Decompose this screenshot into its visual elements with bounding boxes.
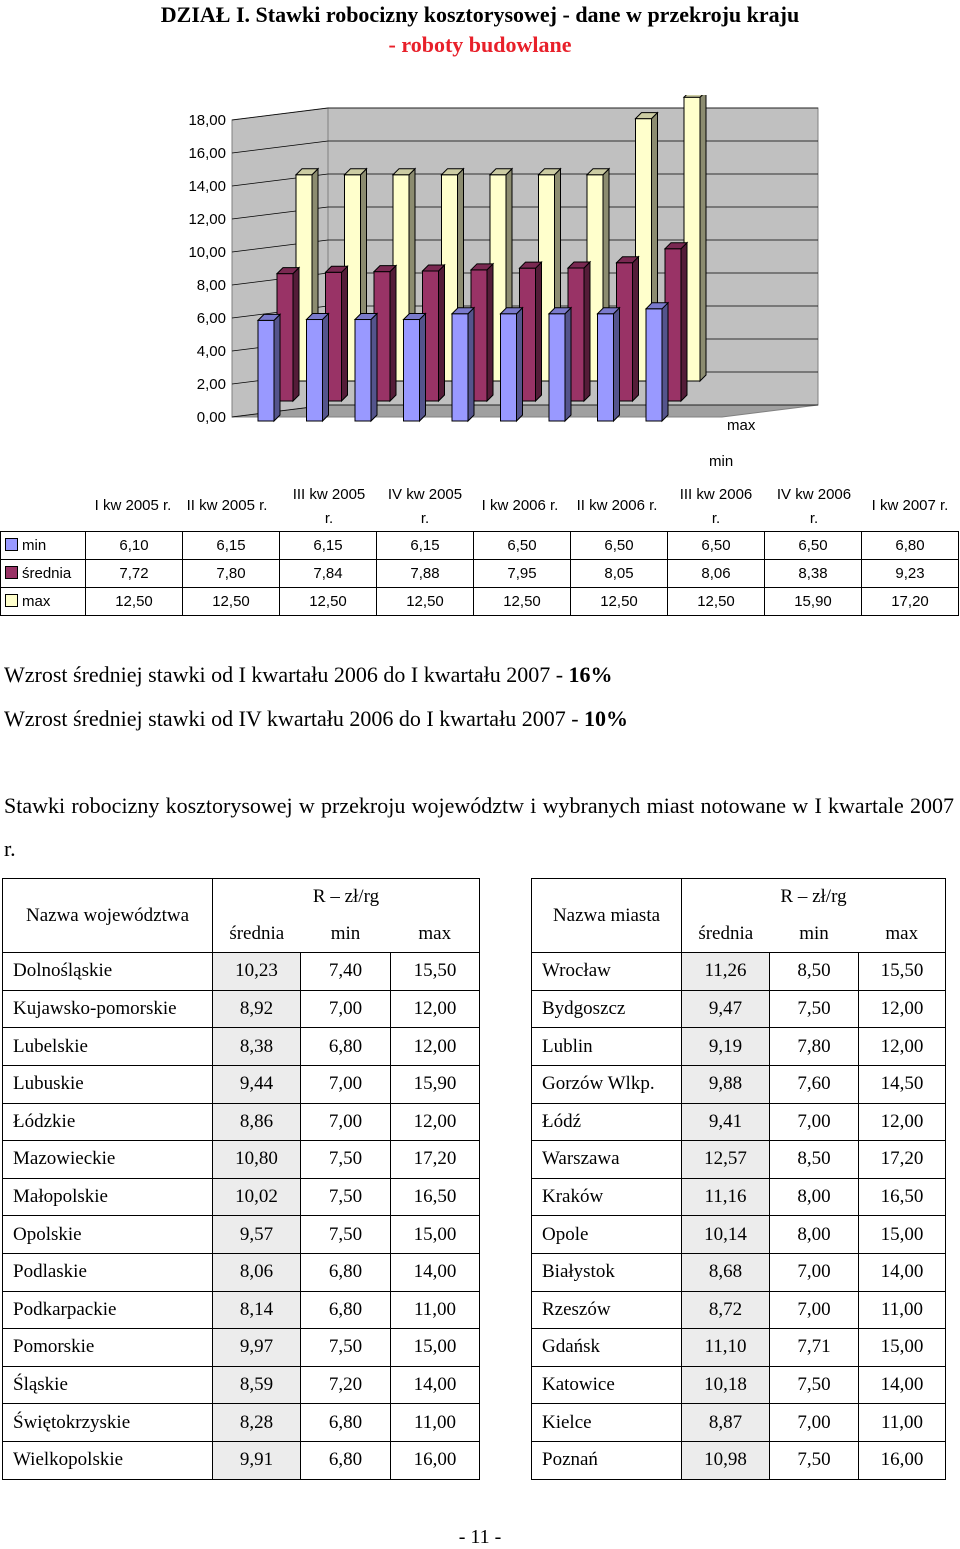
srednia-bar-side bbox=[439, 265, 445, 401]
table-row bbox=[3, 990, 480, 1028]
rate-cell: 15,00 bbox=[859, 1216, 946, 1254]
table-row bbox=[3, 1366, 480, 1404]
table-row bbox=[532, 953, 946, 991]
rate-cell: 9,44 bbox=[213, 1065, 301, 1103]
table-row bbox=[3, 1028, 480, 1066]
rate-cell: 11,16 bbox=[682, 1178, 770, 1216]
rate-cell: 8,87 bbox=[682, 1404, 770, 1442]
x-tick-label: III kw 2005 bbox=[292, 486, 366, 503]
table-row bbox=[532, 1441, 946, 1479]
data-label: 6,15 bbox=[183, 532, 280, 560]
data-label: 6,50 bbox=[765, 532, 862, 560]
table-row bbox=[532, 1103, 946, 1141]
min-bar-front bbox=[355, 320, 371, 421]
rate-cell: 7,00 bbox=[301, 990, 391, 1028]
min-bar bbox=[258, 314, 280, 421]
rate-cell: 7,80 bbox=[770, 1028, 859, 1066]
rate-cell: 8,50 bbox=[770, 953, 859, 991]
data-label: 8,38 bbox=[765, 560, 862, 588]
data-label: 7,88 bbox=[377, 560, 474, 588]
voivodeship-group-header: R – zł/rg bbox=[213, 879, 480, 916]
table-row bbox=[532, 1366, 946, 1404]
data-label: 6,80 bbox=[862, 532, 959, 560]
min-bar-front bbox=[646, 309, 662, 421]
series-label bbox=[1, 532, 86, 560]
note-line-2 bbox=[4, 705, 628, 733]
rate-cell: 12,00 bbox=[859, 1028, 946, 1066]
region-name-cell: Opolskie bbox=[3, 1216, 213, 1254]
min-bar bbox=[307, 314, 329, 421]
min-bar-front bbox=[549, 314, 565, 421]
region-name-cell: Kujawsko-pomorskie bbox=[3, 990, 213, 1028]
table-row bbox=[532, 1216, 946, 1254]
x-tick-label: II kw 2006 r. bbox=[576, 497, 658, 514]
y-tick-label: 0,00 bbox=[196, 409, 226, 426]
table-row bbox=[3, 953, 480, 991]
table-row bbox=[3, 1291, 480, 1329]
section-description: Stawki robocizny kosztorysowej w przekroju województw i wybranych miast notowane w I kwartale 2007 r. bbox=[4, 793, 954, 861]
x-tick-label-cont: r. bbox=[711, 510, 721, 527]
min-bar-front bbox=[258, 320, 274, 421]
region-name-cell: Mazowieckie bbox=[3, 1141, 213, 1179]
region-name-cell: Śląskie bbox=[3, 1366, 213, 1404]
srednia-bar-side bbox=[390, 266, 396, 401]
rate-cell: 11,00 bbox=[391, 1291, 480, 1329]
rate-cell: 6,80 bbox=[301, 1441, 391, 1479]
region-name-cell: Poznań bbox=[532, 1441, 682, 1479]
x-tick-label: I kw 2007 r. bbox=[871, 497, 949, 514]
rate-cell: 10,18 bbox=[682, 1366, 770, 1404]
rate-cell: 15,90 bbox=[391, 1065, 480, 1103]
region-name-cell: Warszawa bbox=[532, 1141, 682, 1179]
rate-cell: 10,23 bbox=[213, 953, 301, 991]
page-subtitle-text: - roboty budowlane bbox=[388, 32, 572, 57]
region-name-cell: Lubuskie bbox=[3, 1065, 213, 1103]
min-bar bbox=[501, 308, 523, 421]
table-row bbox=[3, 1103, 480, 1141]
data-label: 7,84 bbox=[280, 560, 377, 588]
x-tick-label-cont: r. bbox=[324, 510, 334, 527]
y-tick-label: 4,00 bbox=[196, 343, 226, 360]
y-tick-label: 18,00 bbox=[188, 112, 226, 129]
min-bar bbox=[452, 308, 474, 421]
note-1-text: Wzrost średniej stawki od I kwartału 2006 do I kwartału 2007 - bbox=[4, 662, 569, 687]
region-name-cell: Lubelskie bbox=[3, 1028, 213, 1066]
region-name-cell: Opole bbox=[532, 1216, 682, 1254]
rate-cell: 7,50 bbox=[770, 990, 859, 1028]
rate-cell: 7,50 bbox=[301, 1178, 391, 1216]
note-1-value: 16% bbox=[568, 662, 613, 687]
rate-cell: 8,86 bbox=[213, 1103, 301, 1141]
rate-cell: 8,59 bbox=[213, 1366, 301, 1404]
rate-cell: 8,00 bbox=[770, 1216, 859, 1254]
rate-cell: 9,19 bbox=[682, 1028, 770, 1066]
y-tick-label: 2,00 bbox=[196, 376, 226, 393]
city-name-header: Nazwa miasta bbox=[532, 879, 682, 953]
data-label: 12,50 bbox=[377, 588, 474, 616]
rate-cell: 7,40 bbox=[301, 953, 391, 991]
rate-cell: 6,80 bbox=[301, 1404, 391, 1442]
x-tick-label: IV kw 2005 bbox=[387, 486, 463, 503]
series-label bbox=[1, 560, 86, 588]
region-name-cell: Wielkopolskie bbox=[3, 1441, 213, 1479]
min-bar-front bbox=[501, 314, 517, 421]
srednia-bar-side bbox=[584, 262, 590, 401]
region-name-cell: Kielce bbox=[532, 1404, 682, 1442]
rate-cell: 9,47 bbox=[682, 990, 770, 1028]
voivodeship-col-max: max bbox=[391, 916, 480, 953]
min-bar-front bbox=[598, 314, 614, 421]
voivodeship-col-min: min bbox=[301, 916, 391, 953]
table-row bbox=[1, 588, 959, 616]
data-label: 12,50 bbox=[571, 588, 668, 616]
table-row bbox=[3, 1178, 480, 1216]
rate-cell: 7,00 bbox=[770, 1103, 859, 1141]
data-label: 9,23 bbox=[862, 560, 959, 588]
region-name-cell: Podkarpackie bbox=[3, 1291, 213, 1329]
data-label: 12,50 bbox=[668, 588, 765, 616]
bar-chart bbox=[0, 95, 960, 535]
rate-cell: 10,02 bbox=[213, 1178, 301, 1216]
rate-cell: 10,98 bbox=[682, 1441, 770, 1479]
rate-cell: 16,00 bbox=[391, 1441, 480, 1479]
rate-cell: 7,00 bbox=[301, 1103, 391, 1141]
region-name-cell: Podlaskie bbox=[3, 1253, 213, 1291]
rate-cell: 14,00 bbox=[859, 1366, 946, 1404]
min-bar-side bbox=[517, 308, 523, 421]
rate-cell: 16,00 bbox=[859, 1441, 946, 1479]
region-name-cell: Wrocław bbox=[532, 953, 682, 991]
min-bar-side bbox=[371, 314, 377, 421]
region-name-cell: Gorzów Wlkp. bbox=[532, 1065, 682, 1103]
rate-cell: 8,14 bbox=[213, 1291, 301, 1329]
min-bar-front bbox=[452, 314, 468, 421]
rate-cell: 12,00 bbox=[391, 990, 480, 1028]
table-row bbox=[1, 560, 959, 588]
rate-cell: 15,50 bbox=[859, 953, 946, 991]
table-row bbox=[532, 1253, 946, 1291]
table-row bbox=[3, 1065, 480, 1103]
min-bar bbox=[404, 314, 426, 421]
rate-cell: 8,72 bbox=[682, 1291, 770, 1329]
table-row bbox=[532, 1141, 946, 1179]
rate-cell: 10,14 bbox=[682, 1216, 770, 1254]
rate-cell: 12,00 bbox=[859, 990, 946, 1028]
rate-cell: 8,92 bbox=[213, 990, 301, 1028]
rate-cell: 8,38 bbox=[213, 1028, 301, 1066]
depth-axis-label-max: max bbox=[727, 417, 756, 434]
rate-cell: 7,20 bbox=[301, 1366, 391, 1404]
rate-cell: 9,91 bbox=[213, 1441, 301, 1479]
data-label: 6,10 bbox=[86, 532, 183, 560]
table-row bbox=[532, 1178, 946, 1216]
y-tick-label: 16,00 bbox=[188, 145, 226, 162]
data-label: 8,06 bbox=[668, 560, 765, 588]
data-label: 6,50 bbox=[571, 532, 668, 560]
min-bar bbox=[646, 303, 668, 421]
data-label: 17,20 bbox=[862, 588, 959, 616]
region-name-cell: Białystok bbox=[532, 1253, 682, 1291]
region-name-cell: Gdańsk bbox=[532, 1329, 682, 1367]
rate-cell: 14,50 bbox=[859, 1065, 946, 1103]
table-row bbox=[532, 1291, 946, 1329]
min-bar-side bbox=[662, 303, 668, 421]
depth-axis-label-min: min bbox=[709, 453, 734, 470]
rate-cell: 7,60 bbox=[770, 1065, 859, 1103]
rate-cell: 11,10 bbox=[682, 1329, 770, 1367]
data-label: 6,50 bbox=[474, 532, 571, 560]
rate-cell: 14,00 bbox=[859, 1253, 946, 1291]
rate-cell: 12,00 bbox=[391, 1028, 480, 1066]
region-name-cell: Pomorskie bbox=[3, 1329, 213, 1367]
data-label: 7,80 bbox=[183, 560, 280, 588]
table-row bbox=[532, 1404, 946, 1442]
min-bar-side bbox=[420, 314, 426, 421]
city-group-header: R – zł/rg bbox=[682, 879, 946, 916]
rate-cell: 6,80 bbox=[301, 1253, 391, 1291]
data-label: 7,95 bbox=[474, 560, 571, 588]
min-bar-side bbox=[468, 308, 474, 421]
page-number: - 11 - bbox=[458, 1526, 502, 1548]
chart-data-table bbox=[0, 531, 959, 616]
table-row bbox=[532, 1329, 946, 1367]
data-label: 6,15 bbox=[280, 532, 377, 560]
rate-cell: 15,00 bbox=[391, 1216, 480, 1254]
rate-cell: 17,20 bbox=[391, 1141, 480, 1179]
region-name-cell: Dolnośląskie bbox=[3, 953, 213, 991]
data-label: 12,50 bbox=[183, 588, 280, 616]
rate-cell: 7,00 bbox=[770, 1291, 859, 1329]
rate-cell: 9,57 bbox=[213, 1216, 301, 1254]
rate-cell: 6,80 bbox=[301, 1291, 391, 1329]
data-label: 8,05 bbox=[571, 560, 668, 588]
min-bar-side bbox=[323, 314, 329, 421]
city-col-max: max bbox=[859, 916, 946, 953]
data-label: 6,15 bbox=[377, 532, 474, 560]
series-name: min bbox=[22, 537, 47, 554]
y-tick-label: 6,00 bbox=[196, 310, 226, 327]
city-col-min: min bbox=[770, 916, 859, 953]
rate-cell: 8,50 bbox=[770, 1141, 859, 1179]
rate-cell: 9,97 bbox=[213, 1329, 301, 1367]
rate-cell: 8,28 bbox=[213, 1404, 301, 1442]
rate-cell: 9,41 bbox=[682, 1103, 770, 1141]
region-name-cell: Katowice bbox=[532, 1366, 682, 1404]
data-label: 6,50 bbox=[668, 532, 765, 560]
region-name-cell: Łódzkie bbox=[3, 1103, 213, 1141]
min-bar-front bbox=[404, 320, 420, 421]
rate-cell: 14,00 bbox=[391, 1366, 480, 1404]
region-name-cell: Rzeszów bbox=[532, 1291, 682, 1329]
legend-swatch bbox=[5, 538, 18, 551]
x-tick-label: III kw 2006 bbox=[679, 486, 753, 503]
srednia-bar-side bbox=[293, 268, 299, 401]
y-tick-label: 10,00 bbox=[188, 244, 226, 261]
rate-cell: 12,00 bbox=[859, 1103, 946, 1141]
rate-cell: 7,50 bbox=[301, 1216, 391, 1254]
srednia-bar-side bbox=[633, 257, 639, 401]
data-label: 12,50 bbox=[474, 588, 571, 616]
srednia-bar-side bbox=[536, 262, 542, 401]
table-row bbox=[532, 1065, 946, 1103]
voivodeship-col-srednia: średnia bbox=[213, 916, 301, 953]
x-tick-label-cont: r. bbox=[809, 510, 819, 527]
min-bar bbox=[598, 308, 620, 421]
rate-cell: 6,80 bbox=[301, 1028, 391, 1066]
rate-cell: 10,80 bbox=[213, 1141, 301, 1179]
x-tick-label-cont: r. bbox=[420, 510, 430, 527]
min-bar-side bbox=[274, 314, 280, 421]
city-rates-table bbox=[531, 878, 946, 1480]
region-name-cell: Kraków bbox=[532, 1178, 682, 1216]
x-tick-label: I kw 2005 r. bbox=[94, 497, 172, 514]
note-2-value: 10% bbox=[584, 706, 629, 731]
rate-cell: 8,00 bbox=[770, 1178, 859, 1216]
city-col-srednia: średnia bbox=[682, 916, 770, 953]
table-row bbox=[3, 1141, 480, 1179]
min-bar-side bbox=[614, 308, 620, 421]
note-2-text: Wzrost średniej stawki od IV kwartału 2006 do I kwartału 2007 - bbox=[4, 706, 585, 731]
rate-cell: 11,00 bbox=[859, 1291, 946, 1329]
region-name-cell: Bydgoszcz bbox=[532, 990, 682, 1028]
srednia-bar-side bbox=[487, 264, 493, 401]
series-label bbox=[1, 588, 86, 616]
region-name-cell: Łódź bbox=[532, 1103, 682, 1141]
rate-cell: 7,00 bbox=[770, 1404, 859, 1442]
rate-cell: 7,50 bbox=[301, 1329, 391, 1367]
rate-cell: 15,50 bbox=[391, 953, 480, 991]
rate-cell: 17,20 bbox=[859, 1141, 946, 1179]
region-name-cell: Lublin bbox=[532, 1028, 682, 1066]
srednia-bar-side bbox=[342, 266, 348, 401]
y-tick-label: 8,00 bbox=[196, 277, 226, 294]
y-tick-label: 14,00 bbox=[188, 178, 226, 195]
min-bar bbox=[355, 314, 377, 421]
page-title-line1: DZIAŁ I. Stawki robocizny kosztorysowej - dane w przekroju kraju bbox=[160, 2, 800, 27]
rate-cell: 15,00 bbox=[391, 1329, 480, 1367]
page-subtitle bbox=[0, 30, 960, 60]
x-tick-label: II kw 2005 r. bbox=[186, 497, 268, 514]
region-name-cell: Świętokrzyskie bbox=[3, 1404, 213, 1442]
voivodeship-name-header: Nazwa województwa bbox=[3, 879, 213, 953]
legend-swatch bbox=[5, 566, 18, 579]
legend-swatch bbox=[5, 594, 18, 607]
x-tick-label: I kw 2006 r. bbox=[481, 497, 559, 514]
rate-cell: 12,00 bbox=[391, 1103, 480, 1141]
rate-cell: 8,68 bbox=[682, 1253, 770, 1291]
rate-cell: 9,88 bbox=[682, 1065, 770, 1103]
rate-cell: 12,57 bbox=[682, 1141, 770, 1179]
rate-cell: 14,00 bbox=[391, 1253, 480, 1291]
table-row bbox=[532, 990, 946, 1028]
rate-cell: 8,06 bbox=[213, 1253, 301, 1291]
data-label: 12,50 bbox=[280, 588, 377, 616]
x-tick-label: IV kw 2006 bbox=[776, 486, 852, 503]
table-row bbox=[3, 1441, 480, 1479]
page-title bbox=[0, 0, 960, 30]
table-row bbox=[532, 1028, 946, 1066]
data-label: 7,72 bbox=[86, 560, 183, 588]
region-name-cell: Małopolskie bbox=[3, 1178, 213, 1216]
srednia-bar-side bbox=[681, 243, 687, 401]
rate-cell: 7,00 bbox=[770, 1253, 859, 1291]
rate-cell: 15,00 bbox=[859, 1329, 946, 1367]
y-tick-label: 12,00 bbox=[188, 211, 226, 228]
data-label: 12,50 bbox=[86, 588, 183, 616]
rate-cell: 11,00 bbox=[859, 1404, 946, 1442]
rate-cell: 11,26 bbox=[682, 953, 770, 991]
rate-cell: 7,50 bbox=[770, 1441, 859, 1479]
rate-cell: 16,50 bbox=[859, 1178, 946, 1216]
rate-cell: 7,50 bbox=[301, 1141, 391, 1179]
rate-cell: 7,71 bbox=[770, 1329, 859, 1367]
table-row bbox=[3, 1404, 480, 1442]
voivodeship-rates-table bbox=[2, 878, 480, 1480]
table-row bbox=[3, 1216, 480, 1254]
rate-cell: 11,00 bbox=[391, 1404, 480, 1442]
series-name: max bbox=[22, 593, 51, 610]
rate-cell: 7,50 bbox=[770, 1366, 859, 1404]
table-row bbox=[3, 1329, 480, 1367]
rate-cell: 16,50 bbox=[391, 1178, 480, 1216]
data-label: 15,90 bbox=[765, 588, 862, 616]
table-row bbox=[3, 1253, 480, 1291]
series-name: średnia bbox=[22, 565, 72, 582]
min-bar bbox=[549, 308, 571, 421]
note-line-1 bbox=[4, 661, 613, 689]
min-bar-front bbox=[307, 320, 323, 421]
min-bar-side bbox=[565, 308, 571, 421]
rate-cell: 7,00 bbox=[301, 1065, 391, 1103]
max-bar-side bbox=[700, 95, 706, 381]
table-row bbox=[1, 532, 959, 560]
